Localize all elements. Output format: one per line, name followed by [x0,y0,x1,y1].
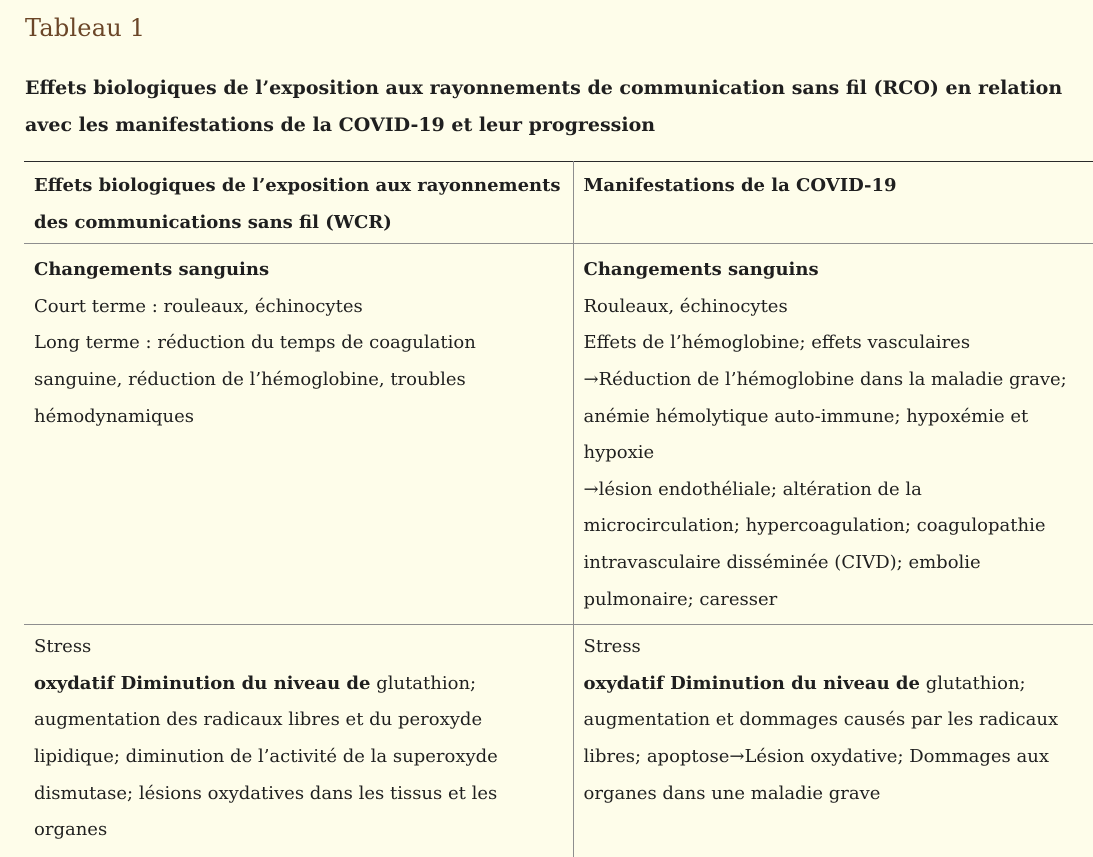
cell-line: anémie hémolytique auto-immune; hypoxémie et [583,405,1029,427]
cell-line: Stress [34,636,92,658]
cell-blood-wcr [24,244,573,625]
cell-line: Rouleaux, échinocytes [583,295,788,317]
header-left-line-2: des communications sans fil (WCR) [34,211,392,233]
cell-line: augmentation et dommages causés par les radicaux [583,709,1059,731]
cell-normal-text: glutathion; [919,672,1026,694]
table-row [24,625,1093,857]
cell-line: Long terme : réduction du temps de coagulation [34,332,476,354]
cell-line: →Réduction de l’hémoglobine dans la maladie grave; [583,368,1067,390]
cell-line: lipidique; diminution de l’activité de la superoxyde [34,745,498,767]
table-label: Tableau 1 [25,14,146,42]
header-left-line-1: Effets biologiques de l’exposition aux rayonnements [34,175,561,196]
cell-oxidative-wcr [24,625,573,857]
header-right-text: Manifestations de la COVID-19 [583,175,897,196]
table-row [24,244,1093,625]
cell-line: libres; apoptose→Lésion oxydative; Dommages aux [583,745,1049,767]
cell-line: pulmonaire; caresser [583,588,778,610]
cell-normal-text: glutathion; [370,672,477,694]
cell-line: hypoxie [583,442,655,464]
cell-line: Stress [583,636,641,658]
cell-heading: Changements sanguins [34,259,270,281]
cell-line: dismutase; lésions oxydatives dans les tissus et les [34,782,498,804]
cell-line: sanguine, réduction de l’hémoglobine, troubles [34,368,466,390]
cell-line: Effets de l’hémoglobine; effets vasculaires [583,332,971,354]
comparison-table [24,161,1093,857]
cell-line: →lésion endothéliale; altération de la [583,478,922,500]
cell-line: augmentation des radicaux libres et du peroxyde [34,709,483,731]
cell-blood-covid [573,244,1093,625]
cell-line: organes [34,819,108,841]
cell-bold-text: oxydatif Diminution du niveau de [34,672,371,694]
header-covid-manifestations [573,162,1093,244]
cell-oxidative-covid [573,625,1093,857]
cell-heading: Changements sanguins [583,259,819,281]
cell-line: microcirculation; hypercoagulation; coagulopathie [583,515,1046,537]
cell-mixed-line [34,666,563,703]
cell-bold-text: oxydatif Diminution du niveau de [583,672,920,694]
cell-line: organes dans une maladie grave [583,782,881,804]
cell-line: hémodynamiques [34,405,194,427]
cell-line: Court terme : rouleaux, échinocytes [34,295,363,317]
cell-line: intravasculaire disséminée (CIVD); embolie [583,551,981,573]
table-header-row [24,162,1093,244]
cell-mixed-line [584,666,1084,703]
header-wcr-effects [24,162,573,244]
table-caption: Effets biologiques de l’exposition aux rayonnements de communication sans fil (RCO) en relation avec les manifestations de la COVID-19 et leur progression [25,77,1063,136]
